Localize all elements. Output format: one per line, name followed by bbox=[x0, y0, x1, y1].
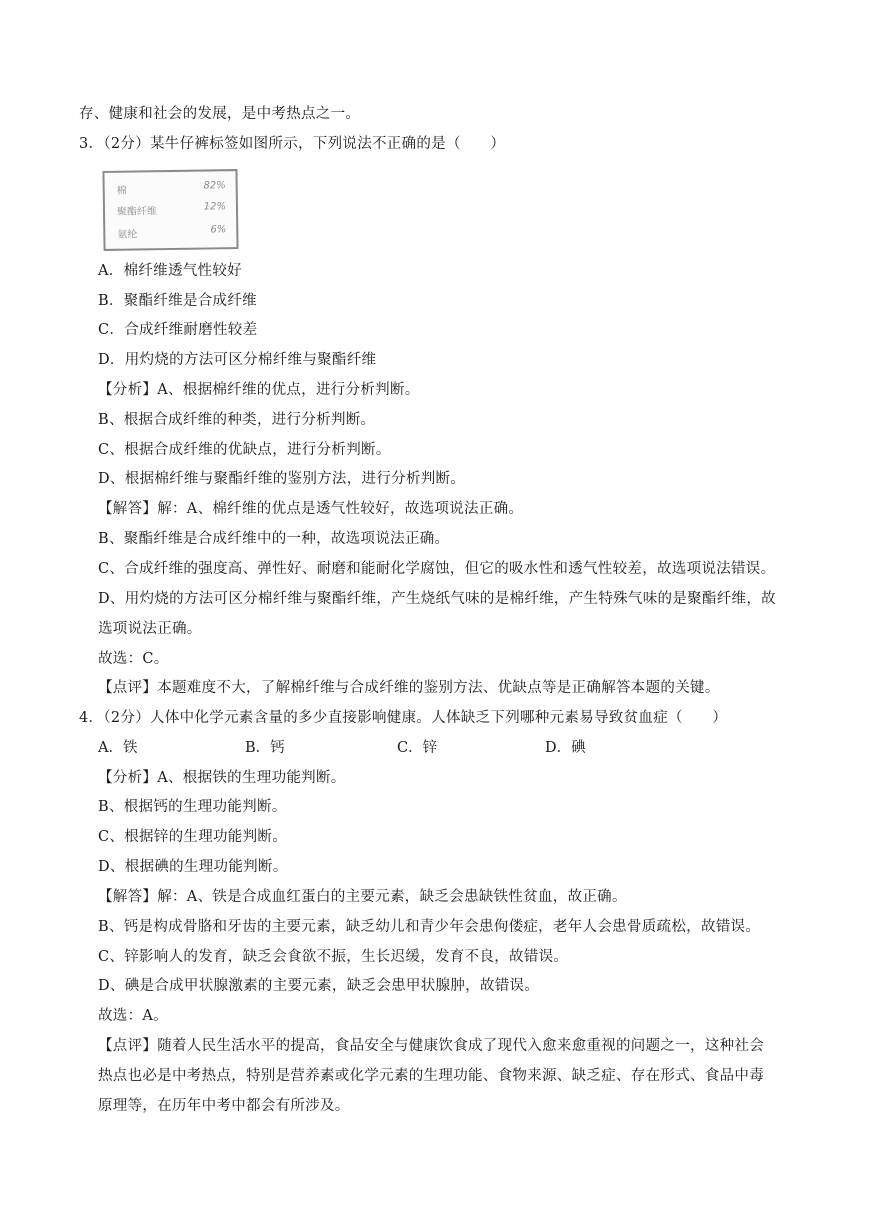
label-row: 棉 82% bbox=[116, 180, 226, 197]
jeans-label-image bbox=[102, 169, 238, 251]
answer-line: B、聚酯纤维是合成纤维中的一种，故选项说法正确。 bbox=[98, 531, 450, 547]
option-d: D．用灼烧的方法可区分棉纤维与聚酯纤维 bbox=[98, 352, 377, 368]
analysis-line: 【分析】A、根据铁的生理功能判断。 bbox=[98, 770, 346, 786]
comment-line: 原理等，在历年中考中都会有所涉及。 bbox=[98, 1098, 350, 1114]
option-b: B．钙 bbox=[245, 740, 285, 756]
answer-line: 【解答】解：A、铁是合成血红蛋白的主要元素，缺乏会患缺铁性贫血，故正确。 bbox=[98, 889, 627, 905]
answer-line: D、碘是合成甲状腺激素的主要元素，缺乏会患甲状腺肿，故错误。 bbox=[98, 978, 540, 994]
answer-line: 【解答】解：A、棉纤维的优点是透气性较好，故选项说法正确。 bbox=[98, 501, 524, 517]
label-row: 聚酯纤维 12% bbox=[116, 201, 227, 218]
analysis-line: D、根据碘的生理功能判断。 bbox=[98, 859, 288, 875]
answer-line: D、用灼烧的方法可区分棉纤维与聚酯纤维，产生烧纸气味的是棉纤维，产生特殊气味的是聚酯纤维，故 bbox=[98, 591, 776, 607]
comment-line: 热点也必是中考热点，特别是营养素或化学元素的生理功能、食物来源、缺乏症、存在形式、食品中毒 bbox=[98, 1068, 764, 1084]
option-b: B．聚酯纤维是合成纤维 bbox=[98, 293, 257, 309]
selection-line: 故选：C。 bbox=[98, 651, 169, 667]
question-4-stem: 4．（2分）人体中化学元素含量的多少直接影响健康。人体缺乏下列哪种元素易导致贫血症（ ） bbox=[79, 710, 728, 726]
selection-line: 故选：A。 bbox=[98, 1008, 168, 1024]
option-a: A．棉纤维透气性较好 bbox=[98, 263, 242, 279]
answer-line: 选项说法正确。 bbox=[98, 621, 202, 637]
answer-line: C、锌影响人的发育，缺乏会食欲不振，生长迟缓，发育不良，故错误。 bbox=[98, 949, 569, 965]
question-3-stem: 3．（2分）某牛仔裤标签如图所示，下列说法不正确的是（ ） bbox=[79, 136, 506, 152]
answer-line: B、钙是构成骨胳和牙齿的主要元素，缺乏幼儿和青少年会患佝偻症，老年人会患骨质疏松，故错误。 bbox=[98, 919, 761, 935]
analysis-line: C、根据合成纤维的优缺点，进行分析判断。 bbox=[98, 442, 391, 458]
label-row: 氨纶 6% bbox=[117, 224, 227, 241]
analysis-line: B、根据合成纤维的种类，进行分析判断。 bbox=[98, 412, 376, 428]
comment-line: 【点评】本题难度不大，了解棉纤维与合成纤维的鉴别方法、优缺点等是正确解答本题的关键。 bbox=[98, 680, 720, 696]
comment-line: 【点评】随着人民生活水平的提高，食品安全与健康饮食成了现代入愈来愈重视的问题之一，这种社会 bbox=[98, 1038, 764, 1054]
option-c: C．锌 bbox=[397, 740, 438, 756]
analysis-line: C、根据锌的生理功能判断。 bbox=[98, 829, 287, 845]
answer-line: C、合成纤维的强度高、弹性好、耐磨和能耐化学腐蚀，但它的吸水性和透气性较差，故选项说法错误。 bbox=[98, 561, 776, 577]
text-line: 存、健康和社会的发展，是中考热点之一。 bbox=[79, 106, 361, 122]
analysis-line: D、根据棉纤维与聚酯纤维的鉴别方法，进行分析判断。 bbox=[98, 471, 466, 487]
analysis-line: B、根据钙的生理功能判断。 bbox=[98, 799, 287, 815]
option-a: A．铁 bbox=[98, 740, 138, 756]
option-c: C．合成纤维耐磨性较差 bbox=[98, 322, 258, 338]
option-d: D．碘 bbox=[545, 740, 586, 756]
analysis-line: 【分析】A、根据棉纤维的优点，进行分析判断。 bbox=[98, 382, 420, 398]
